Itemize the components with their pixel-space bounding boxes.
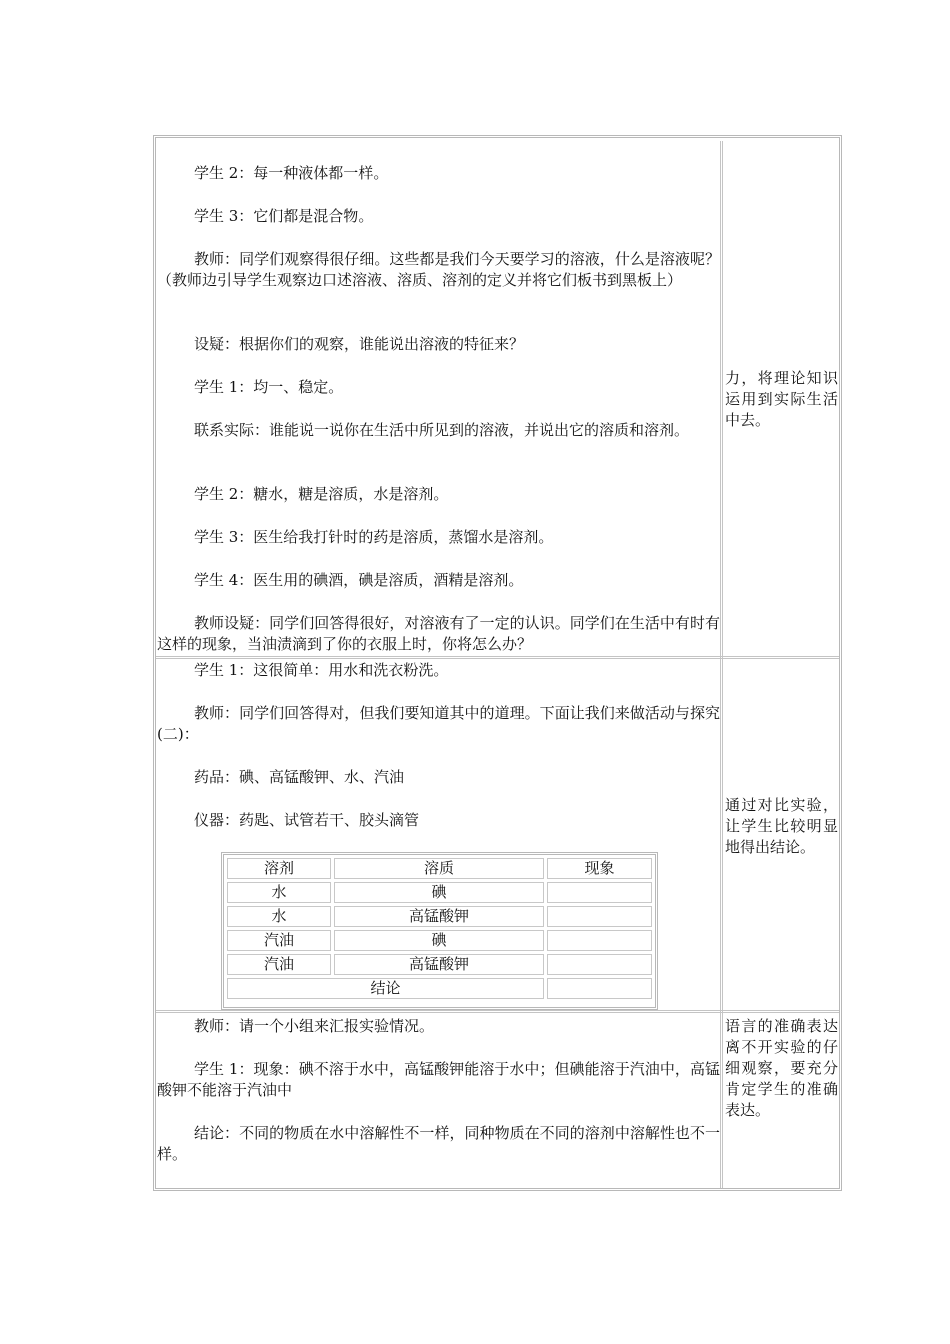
table-cell <box>547 954 652 975</box>
paragraph: 学生 4：医生用的碘酒，碘是溶质，酒精是溶剂。 <box>194 571 524 589</box>
table-conclusion-row <box>227 978 652 999</box>
paragraph: 学生 1：现象：碘不溶于水中，高锰酸钾能溶于水中；但碘能溶于汽油中，高锰酸钾不能溶于汽油中 <box>157 1060 720 1099</box>
paragraph: 药品：碘、高锰酸钾、水、汽油 <box>194 768 405 786</box>
table-cell <box>547 978 652 999</box>
paragraph: 教师：请一个小组来汇报实验情况。 <box>194 1017 435 1035</box>
header-cell: 溶质 <box>334 858 544 879</box>
row-divider-1 <box>156 656 839 659</box>
section2-content <box>157 660 720 850</box>
section1-content <box>157 163 720 653</box>
section1-note <box>725 368 838 431</box>
paragraph: 设疑：根据你们的观察，谁能说出溶液的特征来？ <box>194 335 525 353</box>
table-cell <box>547 930 652 951</box>
table-row <box>227 882 652 903</box>
paragraph: 学生 2：糖水，糖是溶质，水是溶剂。 <box>194 485 449 503</box>
paragraph: 学生 3：医生给我打针时的药是溶质，蒸馏水是溶剂。 <box>194 528 554 546</box>
row-divider-2 <box>156 1010 839 1013</box>
table-cell: 高锰酸钾 <box>334 954 544 975</box>
paragraph: 仪器：药匙、试管若干、胶头滴管 <box>194 811 420 829</box>
paragraph: 学生 1：这很简单：用水和洗衣粉洗。 <box>194 661 449 679</box>
header-cell: 现象 <box>547 858 652 879</box>
table-cell: 碘 <box>334 930 544 951</box>
table-cell: 汽油 <box>227 954 331 975</box>
paragraph: 教师：同学们回答得对，但我们要知道其中的道理。下面让我们来做活动与探究(二)： <box>157 704 720 743</box>
conclusion-label: 结论 <box>227 978 544 999</box>
experiment-table <box>221 852 658 1010</box>
note-text: 通过对比实验，让学生比较明显地得出结论。 <box>725 796 838 856</box>
note-text: 语言的准确表达离不开实验的仔细观察，要充分肯定学生的准确表达。 <box>725 1017 838 1119</box>
column-divider <box>720 141 723 1188</box>
table-cell: 水 <box>227 882 331 903</box>
table-cell <box>547 882 652 903</box>
table-cell: 高锰酸钾 <box>334 906 544 927</box>
paragraph: 教师设疑：同学们回答得很好，对溶液有了一定的认识。同学们在生活中有时有这样的现象，当油渍滴到了你的衣服上时，你将怎么办？ <box>157 614 720 653</box>
header-cell: 溶剂 <box>227 858 331 879</box>
table-cell: 汽油 <box>227 930 331 951</box>
section2-note <box>725 795 838 858</box>
table-cell <box>547 906 652 927</box>
paragraph: 教师：同学们观察得很仔细。这些都是我们今天要学习的溶液，什么是溶液呢？（教师边引导学生观察边口述溶液、溶质、溶剂的定义并将它们板书到黑板上） <box>157 250 720 289</box>
section3-note <box>725 1016 838 1121</box>
table-header-row <box>227 858 652 879</box>
table-cell: 碘 <box>334 882 544 903</box>
table-row <box>227 930 652 951</box>
table-row <box>227 906 652 927</box>
paragraph: 学生 3：它们都是混合物。 <box>194 207 374 225</box>
table-row <box>227 954 652 975</box>
paragraph: 学生 2：每一种液体都一样。 <box>194 164 389 182</box>
paragraph: 学生 1：均一、稳定。 <box>194 378 344 396</box>
section3-content <box>157 1016 720 1176</box>
paragraph: 结论：不同的物质在水中溶解性不一样，同种物质在不同的溶剂中溶解性也不一样。 <box>157 1124 720 1163</box>
table-cell: 水 <box>227 906 331 927</box>
paragraph: 联系实际：谁能说一说你在生活中所见到的溶液，并说出它的溶质和溶剂。 <box>194 421 690 439</box>
note-text: 力，将理论知识运用到实际生活中去。 <box>725 369 838 429</box>
